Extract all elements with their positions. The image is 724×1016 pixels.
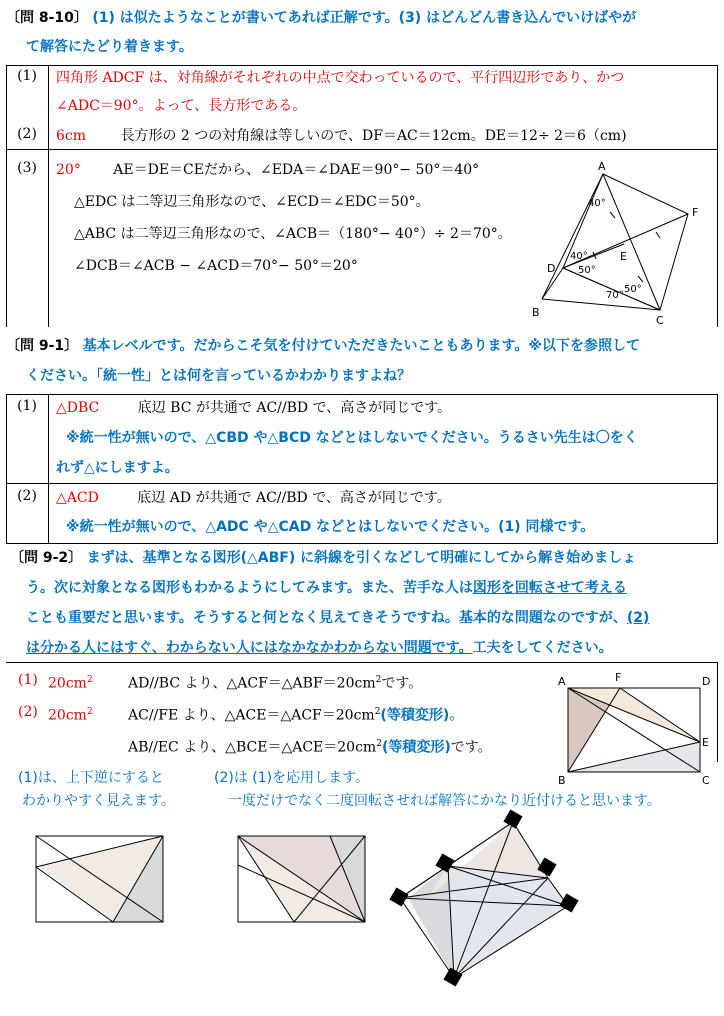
q92-intro2u: 図形を回転させて考える (472, 580, 627, 596)
q92-intro4b: 工夫をしてください。 (472, 640, 613, 656)
q91-a2-num: (2) (17, 488, 37, 504)
q92-a2-text-pre: AC//FE より、△ACE＝△ACF＝20cm (128, 707, 375, 724)
q92-hint2-figure (232, 830, 372, 930)
q810-a3-row (56, 160, 479, 180)
fig-label-f: F (692, 206, 699, 219)
q92-a2-text-blue: (等積変形) (380, 707, 450, 724)
q91-a1-num: (1) (17, 398, 37, 414)
q92-intro-line4 (26, 638, 613, 658)
fig2-label-c: C (702, 774, 710, 787)
q91-table-top (6, 394, 718, 395)
q92-a1-answer (48, 670, 93, 694)
q92-hint1b: わかりやすく見えます。 (22, 793, 175, 809)
fig2-label-b: B (558, 774, 566, 787)
q810-a2-answer: 6cm (56, 128, 87, 144)
q92-a1-text (128, 670, 422, 694)
q92-a2-answer (48, 702, 93, 726)
q92-intro-line3 (26, 608, 649, 628)
q810-a3-line1: AE＝DE＝CEだから、∠EDA＝∠DAE＝90°− 50°＝40° (113, 162, 480, 178)
fig-label-c: C (656, 314, 664, 326)
q91-table-col (48, 394, 49, 544)
q92-table-top (6, 662, 718, 663)
q91-intro1: 基本レベルです。だからこそ気を付けていただきたいこともあります。※以下を参照して (82, 338, 640, 354)
q91-tag: 〔問 9-1〕 (6, 338, 79, 354)
q810-a1-num: (1) (17, 68, 37, 84)
fig-angle-d1: 40° (570, 251, 588, 262)
q810-table-left (6, 65, 7, 327)
q92-a3-text-pre: AB//EC より、△BCE＝△ACE＝20cm (128, 739, 377, 756)
q810-table-top (6, 65, 718, 66)
q92-intro-line1 (10, 548, 636, 568)
fig2-label-f: F (615, 671, 622, 684)
q92-a2-answer-sup: 2 (86, 707, 93, 717)
q91-intro2: ください。「統一性」とは何を言っているかわかりますよね？ (26, 368, 411, 384)
q92-intro3a: ことも重要だと思います。そうすると何となく見えてきそうですね。基本的な問題なのですが、 (26, 610, 627, 626)
q91-intro-line1 (6, 336, 640, 356)
q92-a1-text-sup: 2 (375, 675, 382, 685)
tick1 (610, 212, 615, 218)
q810-a3-answer: 20° (56, 162, 81, 178)
q91-a2-text: 底辺 AD が共通で AC//BD で、高さが同じです。 (137, 490, 451, 506)
fig-label-e: E (620, 250, 627, 263)
q810-rectangle-figure (520, 156, 716, 326)
q92-intro1: まずは、基準となる図形(△ABF) に斜線を引くなどして明確にしてから解き始めましょ (86, 550, 637, 566)
q810-tag: 〔問 8-10〕 (6, 10, 88, 26)
q92-a1-answer-sup: 2 (86, 675, 93, 685)
q810-a3-num: (3) (17, 160, 37, 176)
q92-a1-text-pre: AD//BC より、△ACF＝△ABF＝20cm (128, 675, 376, 692)
q810-intro1: (1) は似たようなことが書いてあれば正解です。(3) はどんどん書き込んでいけばやが (92, 10, 637, 26)
q91-table-divider (6, 483, 718, 484)
fig-label-d: D (547, 262, 556, 275)
q92-a3-text-blue: (等積変形) (381, 739, 451, 756)
q810-a1-line1: 四角形 ADCF は、対角線がそれぞれの中点で交わっているので、平行四辺形であり、かつ (56, 70, 625, 86)
q810-a3-line2: △EDC は二等辺三角形なので、∠ECD＝∠EDC＝50°。 (74, 194, 430, 210)
q92-a2-text-sup: 2 (374, 707, 381, 717)
q92-a2-text (128, 702, 463, 726)
q810-table-col (48, 65, 49, 327)
fig-angle-c2: 50° (624, 284, 642, 295)
fig2-label-a: A (558, 675, 566, 688)
q810-a3-line3: △ABC は二等辺三角形なので、∠ACB＝（180°− 40°）÷ 2＝70°。 (74, 226, 512, 242)
q91-a1-row (56, 398, 451, 418)
q810-a2-text: 長方形の 2 つの対角線は等しいので、DF＝AC＝12cm。DE＝12÷ 2＝6（cm) (120, 128, 627, 144)
segment-bc (542, 299, 660, 310)
q810-intro-line1 (6, 8, 636, 28)
q92-a3-text (128, 734, 492, 758)
fig-angle-d2: 50° (578, 265, 596, 276)
q92-hint1a: (1)は、上下逆にすると (18, 770, 164, 786)
q810-a2-num: (2) (17, 126, 37, 142)
q92-a1-text-post: です。 (381, 675, 423, 692)
fig-label-b: B (532, 306, 540, 319)
q810-table-divider (6, 149, 718, 150)
fig-angle-c1: 70° (606, 290, 624, 301)
q92-a2-answer-value: 20cm (48, 707, 87, 724)
q92-a1-num: (1) (18, 672, 38, 688)
fig2-label-d: D (702, 675, 711, 688)
q92-a2-text-post: 。 (449, 707, 464, 724)
tick4 (656, 232, 660, 238)
q810-a3-line4: ∠DCB＝∠ACB − ∠ACD＝70°− 50°＝20° (74, 258, 358, 274)
q92-hint2b: 一度だけでなく二度回転させれば解答にかなり近付けると思います。 (228, 793, 661, 809)
q92-a2-num: (2) (18, 704, 38, 720)
q92-intro4u: は分かる人にはすぐ、わからない人にはなかなかわからない問題です。 (26, 640, 473, 656)
q810-a1-line2: ∠ADC＝90°。よって、長方形である。 (56, 98, 307, 114)
q810-table-right (717, 65, 718, 327)
q91-a1-note1: ※統一性が無いので、△CBD や△BCD などとはしないでください。うるさい先生は〇をく (66, 430, 638, 446)
q92-intro-line2 (26, 578, 627, 598)
q91-a1-answer: △DBC (56, 400, 100, 416)
q92-a3-text-sup: 2 (376, 739, 382, 749)
q91-table-right (717, 394, 718, 544)
q92-rectangle-figure (552, 668, 718, 788)
q91-table-bottom (6, 543, 718, 544)
fig2-label-e: E (702, 736, 709, 749)
q810-a2-row (56, 126, 627, 146)
q92-rotation-figure (388, 808, 588, 990)
fig-angle-a: 40° (588, 198, 606, 209)
q92-intro2a: う。次に対象となる図形もわかるようにしてみます。また、苦手な人は (26, 580, 473, 596)
q91-a2-row (56, 488, 451, 508)
q810-intro2: て解答にたどり着きます。 (26, 39, 193, 55)
q91-table-left (6, 394, 7, 544)
q92-a3-text-post: です。 (450, 739, 492, 756)
q91-a2-answer: △ACD (56, 490, 99, 506)
q92-intro3u: (2) (626, 610, 650, 626)
q91-a2-note1: ※統一性が無いので、△ADC や△CAD などとはしないでください。(1) 同様です。 (66, 519, 595, 535)
segment-ab (542, 174, 603, 299)
q92-a1-answer-value: 20cm (48, 675, 87, 692)
q92-tag: 〔問 9-2〕 (10, 550, 83, 566)
tick2 (638, 276, 643, 282)
q91-a1-note2: れず△にしますよ。 (56, 460, 179, 476)
q92-hint1-figure (30, 830, 170, 930)
fig-label-a: A (598, 160, 606, 173)
q91-a1-text: 底辺 BC が共通で AC//BD で、高さが同じです。 (137, 400, 452, 416)
q92-hint2a: (2)は (1)を応用します。 (214, 770, 369, 786)
